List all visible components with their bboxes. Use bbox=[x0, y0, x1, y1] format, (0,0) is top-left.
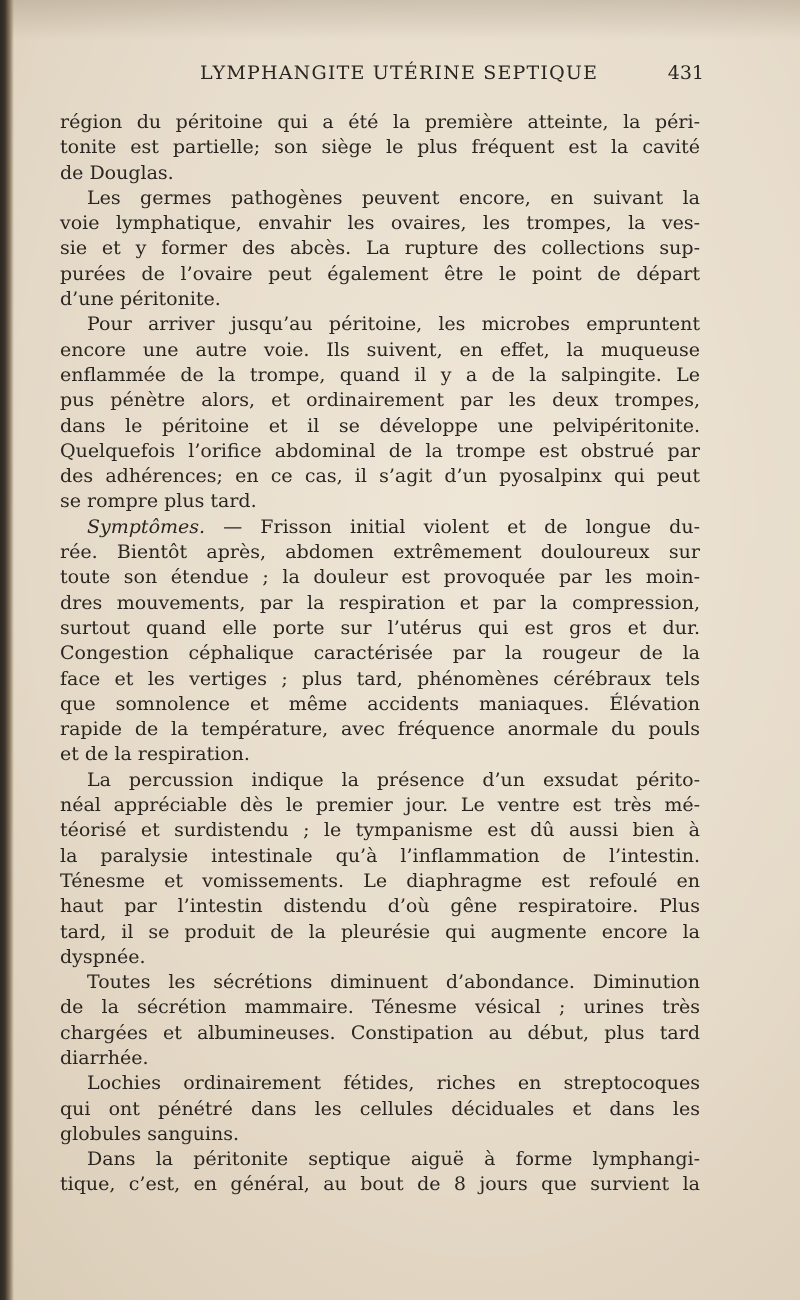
text-line: rapide de la température, avec fréquence anormale du pouls bbox=[60, 718, 700, 741]
text-line: La percussion indique la présence d’un exsudat périto- bbox=[87, 768, 700, 791]
text-line: encore une autre voie. Ils suivent, en effet, la muqueuse bbox=[60, 338, 700, 361]
text-line: de la sécrétion mammaire. Ténesme vésical ; urines très bbox=[60, 996, 700, 1019]
text-line: Ténesme et vomissements. Le diaphragme est refoulé en bbox=[60, 869, 700, 892]
symptoms-heading: Symptômes. bbox=[87, 515, 206, 538]
text-line: d’une péritonite. bbox=[60, 288, 221, 311]
text-line: surtout quand elle porte sur l’utérus qui est gros et dur. bbox=[60, 616, 700, 639]
text-line: pus pénètre alors, et ordinairement par les deux trompes, bbox=[60, 389, 700, 412]
text-line: Lochies ordinairement fétides, riches en streptocoques bbox=[87, 1072, 700, 1095]
text-line: Dans la péritonite septique aiguë à forme lymphangi- bbox=[87, 1148, 700, 1171]
body-text bbox=[60, 110, 700, 1198]
text-line: purées de l’ovaire peut également être le point de départ bbox=[60, 262, 700, 285]
binding-edge bbox=[0, 0, 14, 1300]
text-line: tique, c’est, en général, au bout de 8 jours que survient la bbox=[60, 1173, 700, 1196]
text-line-rest: — Frisson initial violent et de longue du- bbox=[223, 515, 700, 538]
text-line: Les germes pathogènes peuvent encore, en suivant la bbox=[87, 186, 700, 209]
running-title: LYMPHANGITE UTÉRINE SEPTIQUE bbox=[200, 62, 599, 84]
text-line: face et les vertiges ; plus tard, phénomènes cérébraux tels bbox=[60, 667, 700, 690]
text-line: enflammée de la trompe, quand il y a de la salpingite. Le bbox=[60, 363, 700, 386]
text-line: se rompre plus tard. bbox=[60, 490, 257, 513]
text-line: Pour arriver jusqu’au péritoine, les microbes empruntent bbox=[87, 313, 700, 336]
text-line: dyspnée. bbox=[60, 945, 146, 968]
text-line: chargées et albumineuses. Constipation au début, plus tard bbox=[60, 1021, 700, 1044]
text-line: Congestion céphalique caractérisée par la rougeur de la bbox=[60, 642, 700, 665]
text-line: la paralysie intestinale qu’à l’inflammation de l’intestin. bbox=[60, 844, 700, 867]
text-line: Toutes les sécrétions diminuent d’abondance. Diminution bbox=[87, 971, 700, 994]
text-line: diarrhée. bbox=[60, 1046, 149, 1069]
symptoms-paragraph-first-line bbox=[60, 515, 700, 540]
text-line: dans le péritoine et il se développe une pelvipéritonite. bbox=[60, 414, 700, 437]
text-line: téorisé et surdistendu ; le tympanisme est dû aussi bien à bbox=[60, 819, 700, 842]
text-line: région du péritoine qui a été la première atteinte, la péri- bbox=[60, 111, 700, 133]
text-line: dres mouvements, par la respiration et par la compression, bbox=[60, 591, 700, 614]
running-head bbox=[60, 62, 704, 92]
text-line: globules sanguins. bbox=[60, 1122, 240, 1145]
text-line: rée. Bientôt après, abdomen extrêmement douloureux sur bbox=[60, 541, 700, 564]
text-line: néal appréciable dès le premier jour. Le ventre est très mé- bbox=[60, 794, 700, 817]
text-line: qui ont pénétré dans les cellules déciduales et dans les bbox=[60, 1097, 700, 1120]
text-line: Quelquefois l’orifice abdominal de la trompe est obstrué par bbox=[60, 439, 700, 462]
text-line: tonite est partielle; son siège le plus fréquent est la cavité bbox=[60, 136, 700, 159]
text-line: voie lymphatique, envahir les ovaires, les trompes, la ves- bbox=[60, 212, 700, 235]
text-line: de Douglas. bbox=[60, 161, 174, 184]
text-line: que somnolence et même accidents maniaques. Élévation bbox=[60, 692, 700, 715]
text-line: toute son étendue ; la douleur est provoquée par les moin- bbox=[60, 566, 700, 589]
page-number: 431 bbox=[667, 62, 704, 84]
text-line: et de la respiration. bbox=[60, 743, 250, 766]
page-top-shadow bbox=[0, 0, 800, 40]
text-line: des adhérences; en ce cas, il s’agit d’un pyosalpinx qui peut bbox=[60, 465, 700, 488]
text-line: haut par l’intestin distendu d’où gêne respiratoire. Plus bbox=[60, 895, 700, 918]
text-line: sie et y former des abcès. La rupture des collections sup- bbox=[60, 237, 700, 260]
text-line: tard, il se produit de la pleurésie qui augmente encore la bbox=[60, 920, 700, 943]
